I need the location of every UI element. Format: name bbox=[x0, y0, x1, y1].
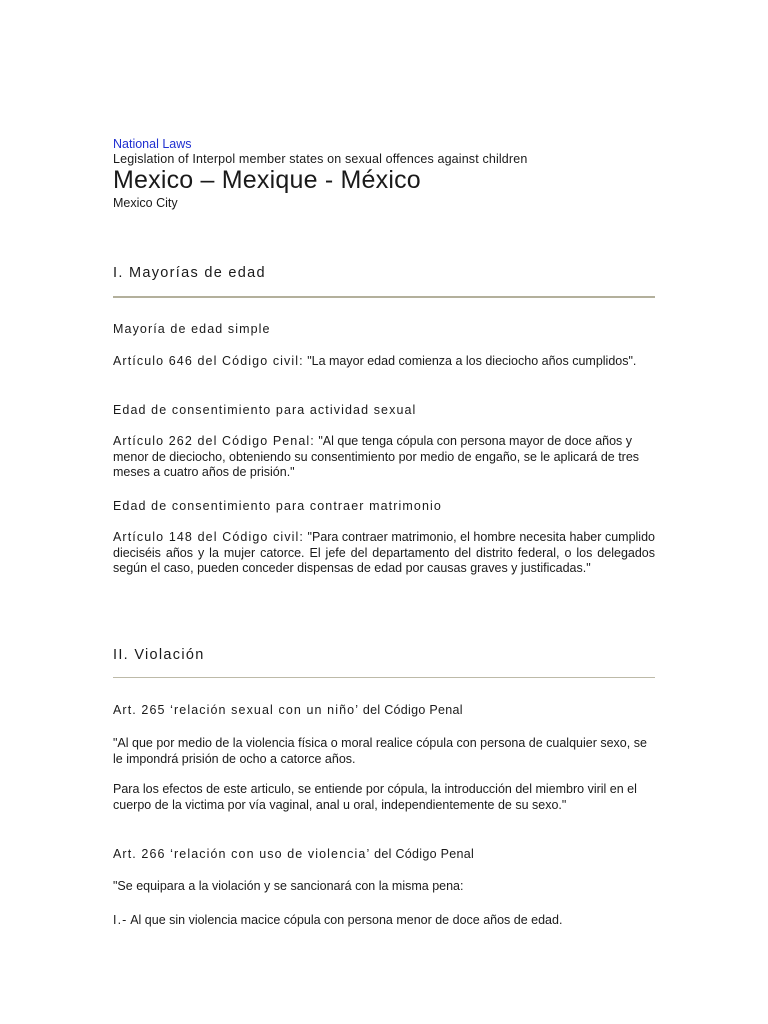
subheading-consentimiento-matrimonio: Edad de consentimiento para contraer matrimonio bbox=[113, 499, 442, 513]
subheading-art-265 bbox=[113, 703, 463, 717]
paragraph-art-266-item-1 bbox=[113, 913, 655, 929]
paragraph-copula-definition: Para los efectos de este articulo, se entiende por cópula, la introducción del miembro viril en el cuerpo de la victima por vía vaginal, anal u oral, independientemente de su sexo." bbox=[113, 782, 637, 812]
paragraph-articulo-148 bbox=[113, 530, 655, 577]
paragraph-art-266-intro: "Se equipara a la violación y se sancionará con la misma pena: bbox=[113, 879, 464, 893]
article-reference: Artículo 646 del Código civil: bbox=[113, 354, 304, 368]
article-text: "La mayor edad comienza a los dieciocho años cumplidos". bbox=[303, 354, 637, 368]
article-source: del Código Penal bbox=[370, 847, 475, 861]
section-divider bbox=[113, 677, 655, 678]
subheading-mayoria-simple: Mayoría de edad simple bbox=[113, 322, 271, 336]
article-reference: Art. 266 ‘relación con uso de violencia’ bbox=[113, 847, 371, 861]
city-label: Mexico City bbox=[113, 196, 178, 210]
subheading-consentimiento-sexual: Edad de consentimiento para actividad sexual bbox=[113, 403, 417, 417]
article-text: "Para contraer matrimonio, el hombre necesita haber cumplido dieciséis años y la mujer catorce. El jefe del departamento del distrito federal, o los delegados según el caso, pueden conceder dispensas de edad por causas graves y justificadas." bbox=[113, 530, 655, 576]
paragraph-articulo-262 bbox=[113, 434, 655, 481]
document-subtitle: Legislation of Interpol member states on sexual offences against children bbox=[113, 152, 528, 166]
section-heading-violacion: II. Violación bbox=[113, 647, 205, 663]
article-reference: Artículo 262 del Código Penal: bbox=[113, 434, 315, 448]
page-title: Mexico – Mexique - México bbox=[113, 166, 421, 194]
section-divider bbox=[113, 296, 655, 298]
national-laws-link[interactable]: National Laws bbox=[113, 137, 192, 151]
article-text: "Al que tenga cópula con persona mayor de doce años y menor de dieciocho, obteniendo su consentimiento por medio de engaño, se le aplicará de tres meses a cuatro años de prisión." bbox=[113, 434, 640, 480]
subheading-art-266 bbox=[113, 847, 474, 861]
paragraph-articulo-646 bbox=[113, 354, 655, 370]
article-reference: Artículo 148 del Código civil: bbox=[113, 530, 304, 544]
section-heading-mayorias: I. Mayorías de edad bbox=[113, 265, 266, 281]
paragraph-art-265-text: "Al que por medio de la violencia física o moral realice cópula con persona de cualquier sexo, se le impondrá prisión de ocho a catorce años. bbox=[113, 736, 647, 766]
article-source: del Código Penal bbox=[359, 703, 463, 717]
item-number: I.- bbox=[113, 913, 128, 927]
article-reference: Art. 265 ‘relación sexual con un niño’ bbox=[113, 703, 360, 717]
item-text: Al que sin violencia macice cópula con persona menor de doce años de edad. bbox=[127, 913, 563, 927]
